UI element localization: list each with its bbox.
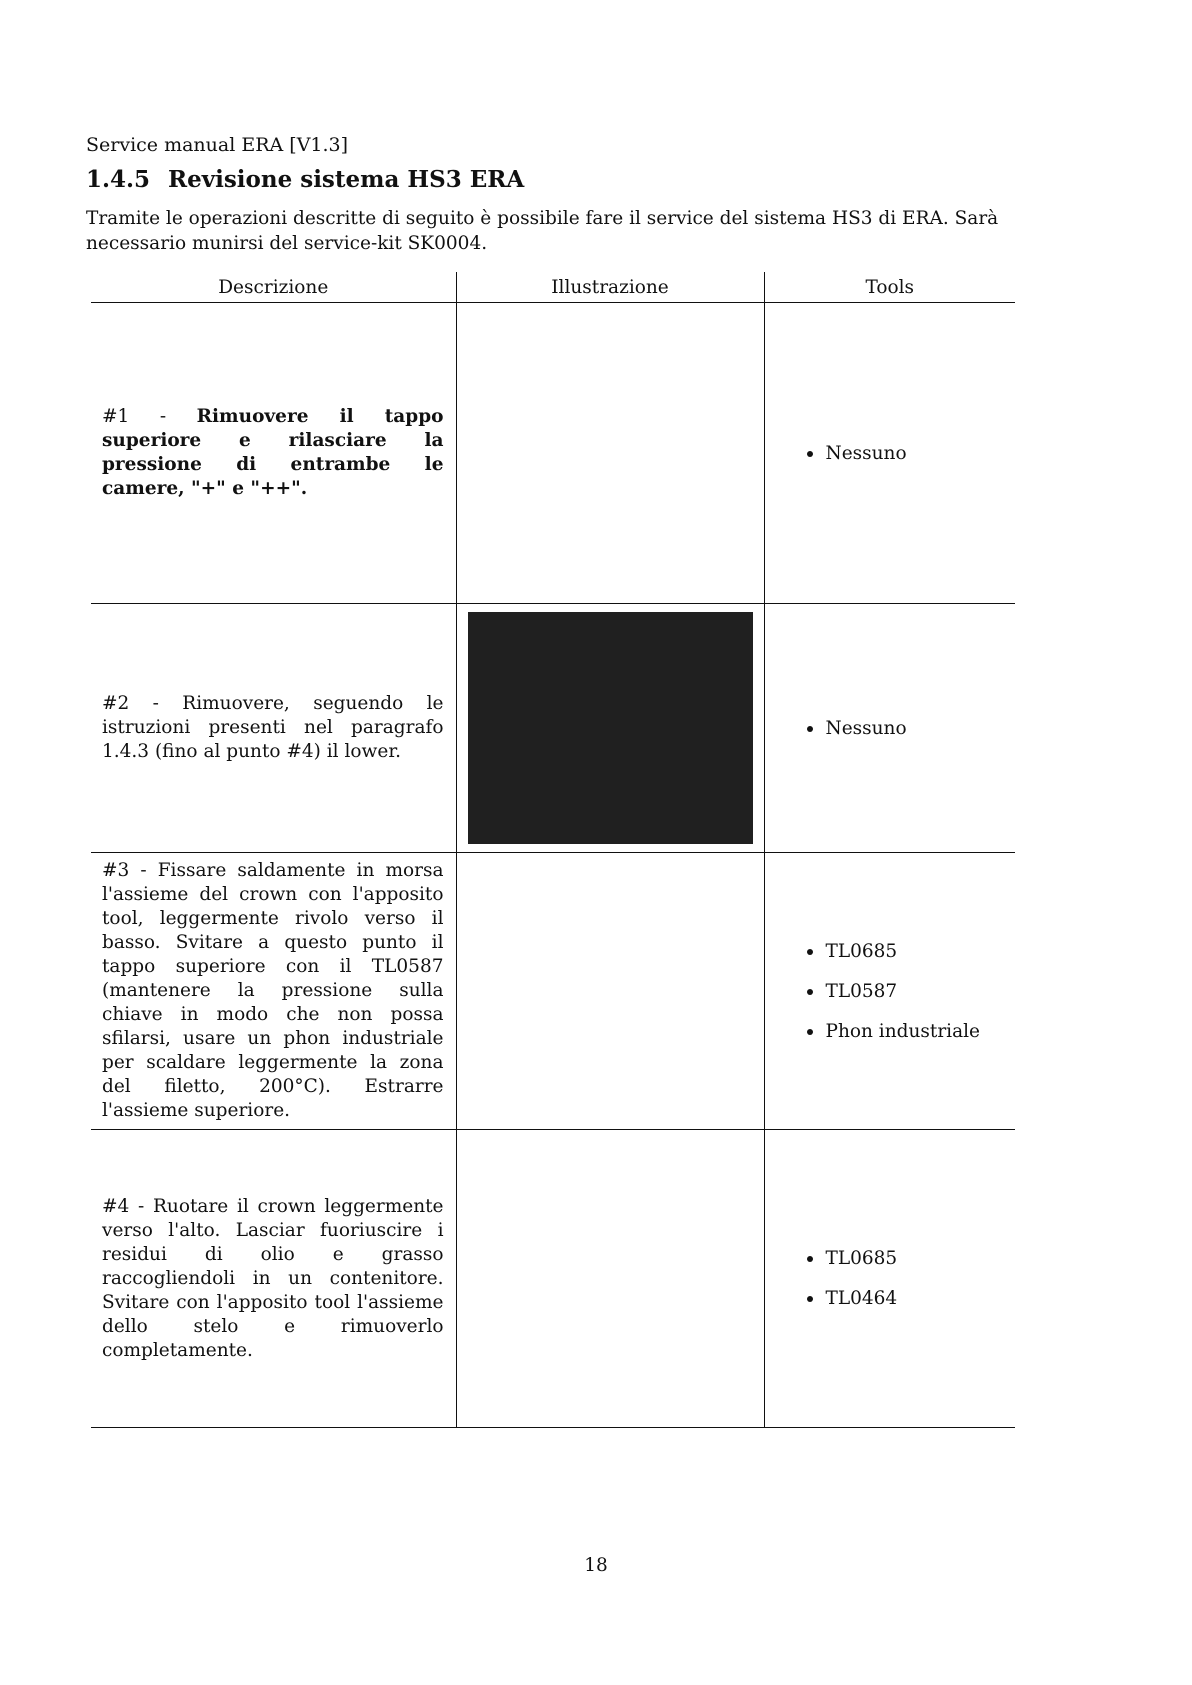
step-4-description [91,1195,456,1363]
intro-paragraph: Tramite le operazioni descritte di seguito è possibile fare il service del sistema HS3 di ERA. Sarà necessario munirsi del service-kit SK0004. [86,208,999,254]
step-2-illustration-cell [456,604,764,853]
step-3-illustration-cell [456,853,764,1130]
table-row [91,303,1015,604]
table-header-row [91,272,1015,303]
list-item: Nessuno [805,441,1016,466]
step-description-cell [91,853,456,1130]
list-item: TL0685 [805,1246,1016,1271]
page-number: 18 [584,1555,608,1576]
section-number: 1.4.5 [86,166,151,193]
step-4-text: Ruotare il crown leggermente verso l'alto. Lasciar fuoriuscire i residui di olio e grasso raccogliendoli in un contenitore. Svitare con l'apposito tool l'assieme dello stelo e rimuoverlo completamente. [102,1195,444,1361]
step-1-prefix: #1 - [102,406,197,427]
list-item: TL0464 [805,1286,1016,1311]
list-item: Phon industriale [805,1019,1016,1044]
step-1-illustration-cell [456,303,764,604]
step-tools-cell [764,853,1015,1130]
steps-table [91,272,1015,1428]
step-description-cell [91,303,456,604]
section-heading: Revisione sistema HS3 ERA [168,166,525,193]
step-tools-cell [764,303,1015,604]
step-1-description [91,405,456,501]
step-2-tools-list [765,716,1016,741]
step-3-text: Fissare saldamente in morsa l'assieme del crown con l'apposito tool, leggermente rivolo verso il basso. Svitare a questo punto il tappo superiore con il TL0587 (mantenere la pressione sulla chiave in modo che non possa sfilarsi, usare un phon industriale per scaldare leggermente la zona del filetto, 200°C). Estrarre l'assieme superiore. [102,860,444,1121]
column-header-tools: Tools [764,272,1015,303]
step-description-cell [91,1130,456,1428]
table-row [91,604,1015,853]
step-3-tools-list [765,939,1016,1044]
step-2-text: Rimuovere, seguendo le istruzioni presenti nel paragrafo 1.4.3 (fino al punto #4) il lower. [102,693,444,762]
step-2-prefix: #2 - [102,693,183,714]
table-row [91,1130,1015,1428]
step-tools-cell [764,1130,1015,1428]
table-row [91,853,1015,1130]
list-item: Nessuno [805,716,1016,741]
page-header: Service manual ERA [V1.3] [86,134,349,156]
step-4-prefix: #4 - [102,1195,153,1217]
step-description-cell [91,604,456,853]
step-2-illustration-image [468,612,753,844]
step-2-description [91,692,456,764]
step-tools-cell [764,604,1015,853]
step-1-text: Rimuovere il tappo superiore e rilasciare la pressione di entrambe le camere, "+" e "++". [102,406,444,499]
section-title [86,166,524,193]
list-item: TL0685 [805,939,1016,964]
column-header-illustration: Illustrazione [456,272,764,303]
step-3-description [91,859,456,1123]
step-1-tools-list [765,441,1016,466]
list-item: TL0587 [805,979,1016,1004]
step-3-prefix: #3 - [102,860,158,881]
column-header-description: Descrizione [91,272,456,303]
step-4-illustration-cell [456,1130,764,1428]
step-4-tools-list [765,1246,1016,1311]
